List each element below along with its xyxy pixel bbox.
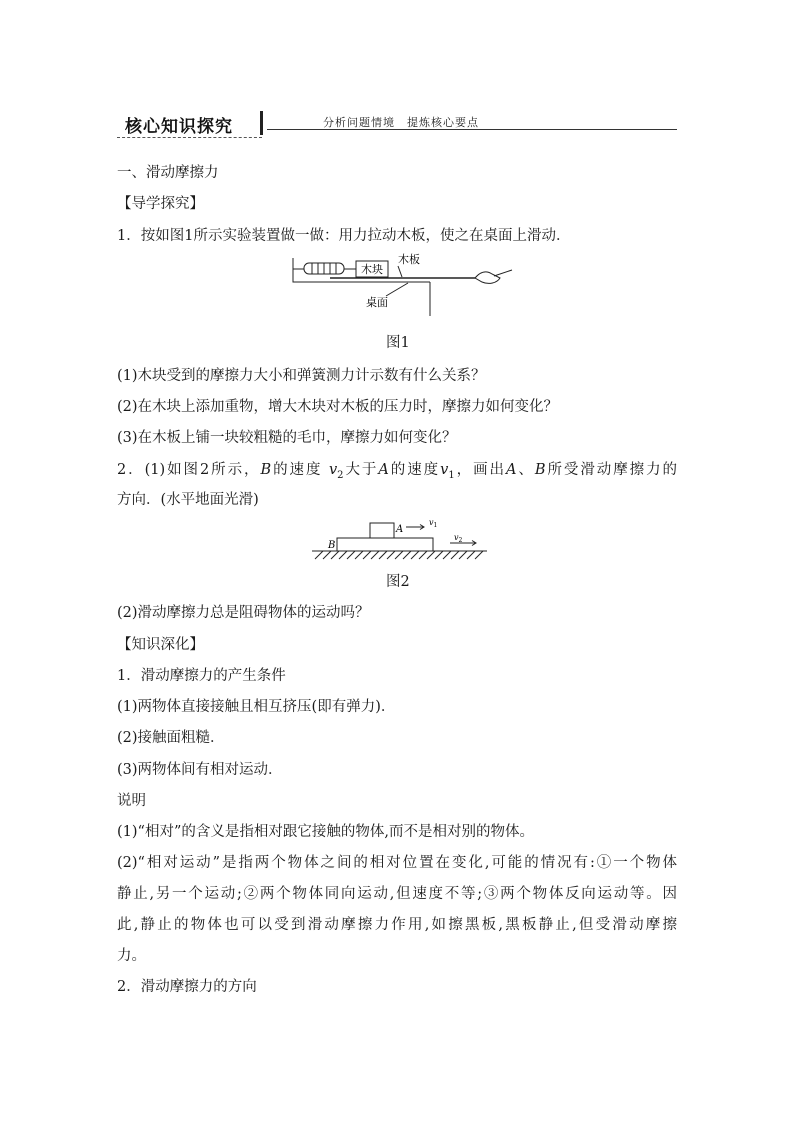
- fig1-hand: [475, 272, 500, 283]
- paragraph: (2)滑动摩擦力总是阻碍物体的运动吗？: [117, 605, 370, 621]
- figure-1-diagram: [290, 252, 520, 322]
- fig1-board-pointer: [398, 266, 402, 277]
- figure-2-caption: 图2: [386, 574, 410, 590]
- paragraph: (2)在木块上添加重物，增大木块对木板的压力时，摩擦力如何变化？: [117, 399, 559, 415]
- figure-2-diagram: [312, 518, 487, 562]
- section-header-title: 核心知识探究: [125, 117, 233, 137]
- fig2-label-a: A: [396, 524, 404, 535]
- paragraph: (1)“相对”的含义是指相对跟它接触的物体,而不是相对别的物体。: [117, 824, 534, 840]
- subsection-label: 【知识深化】: [117, 637, 204, 653]
- fig1-table-pointer: [386, 283, 408, 296]
- paragraph: 力。: [117, 948, 146, 964]
- paragraph: (2)“相对运动”是指两个物体之间的相对位置在变化,可能的情况有:①一个物体: [117, 855, 677, 871]
- paragraph: (1)两物体直接接触且相互挤压(即有弹力)．: [117, 699, 396, 715]
- fig1-label-block: 木块: [361, 263, 383, 276]
- paragraph: (1)木块受到的摩擦力大小和弹簧测力计示数有什么关系？: [117, 368, 486, 384]
- paragraph: 方向．(水平地面光滑): [117, 492, 259, 508]
- figure-1-caption: 图1: [386, 335, 410, 351]
- paragraph: (3)在木板上铺一块较粗糙的毛巾，摩擦力如何变化？: [117, 430, 457, 446]
- paragraph: 1．滑动摩擦力的产生条件: [117, 668, 286, 684]
- fig2-block-a: [370, 523, 394, 538]
- paragraph: 2．滑动摩擦力的方向: [117, 979, 257, 995]
- fig1-label-board: 木板: [398, 253, 420, 266]
- section-heading: 一、滑动摩擦力: [117, 165, 219, 181]
- fig2-label-v1: $v_1$: [429, 518, 438, 529]
- paragraph: (2)接触面粗糙．: [117, 730, 225, 746]
- fig1-label-table: 桌面: [366, 296, 388, 309]
- paragraph: 静止,另一个运动;②两个物体同向运动,但速度不等;③两个物体反向运动等。因: [117, 886, 677, 902]
- fig2-label-b: B: [328, 540, 336, 551]
- paragraph: 1．按如图1所示实验装置做一做：用力拉动木板，使之在桌面上滑动．: [117, 228, 571, 244]
- paragraph-note-label: 说明: [117, 793, 146, 809]
- fig2-label-v2: $v_2$: [454, 533, 463, 544]
- header-dashed-rule: [117, 137, 262, 138]
- paragraph-question-2: 2．(1)如图2所示，B的速度 $v_2$大于A的速度$v_1$，画出A、B所受滑动摩擦力的: [117, 462, 678, 481]
- fig2-board-b: [337, 538, 433, 551]
- paragraph: (3)两物体间有相对运动．: [117, 762, 283, 778]
- header-rule: [267, 129, 677, 130]
- paragraph: 此,静止的物体也可以受到滑动摩擦力作用,如擦黑板,黑板静止,但受滑动摩擦: [117, 917, 677, 933]
- header-bar-icon: [260, 111, 266, 135]
- section-header: [117, 109, 677, 139]
- section-header-subtitle: 分析问题情境 提炼核心要点: [323, 116, 479, 129]
- subsection-label: 【导学探究】: [117, 196, 204, 212]
